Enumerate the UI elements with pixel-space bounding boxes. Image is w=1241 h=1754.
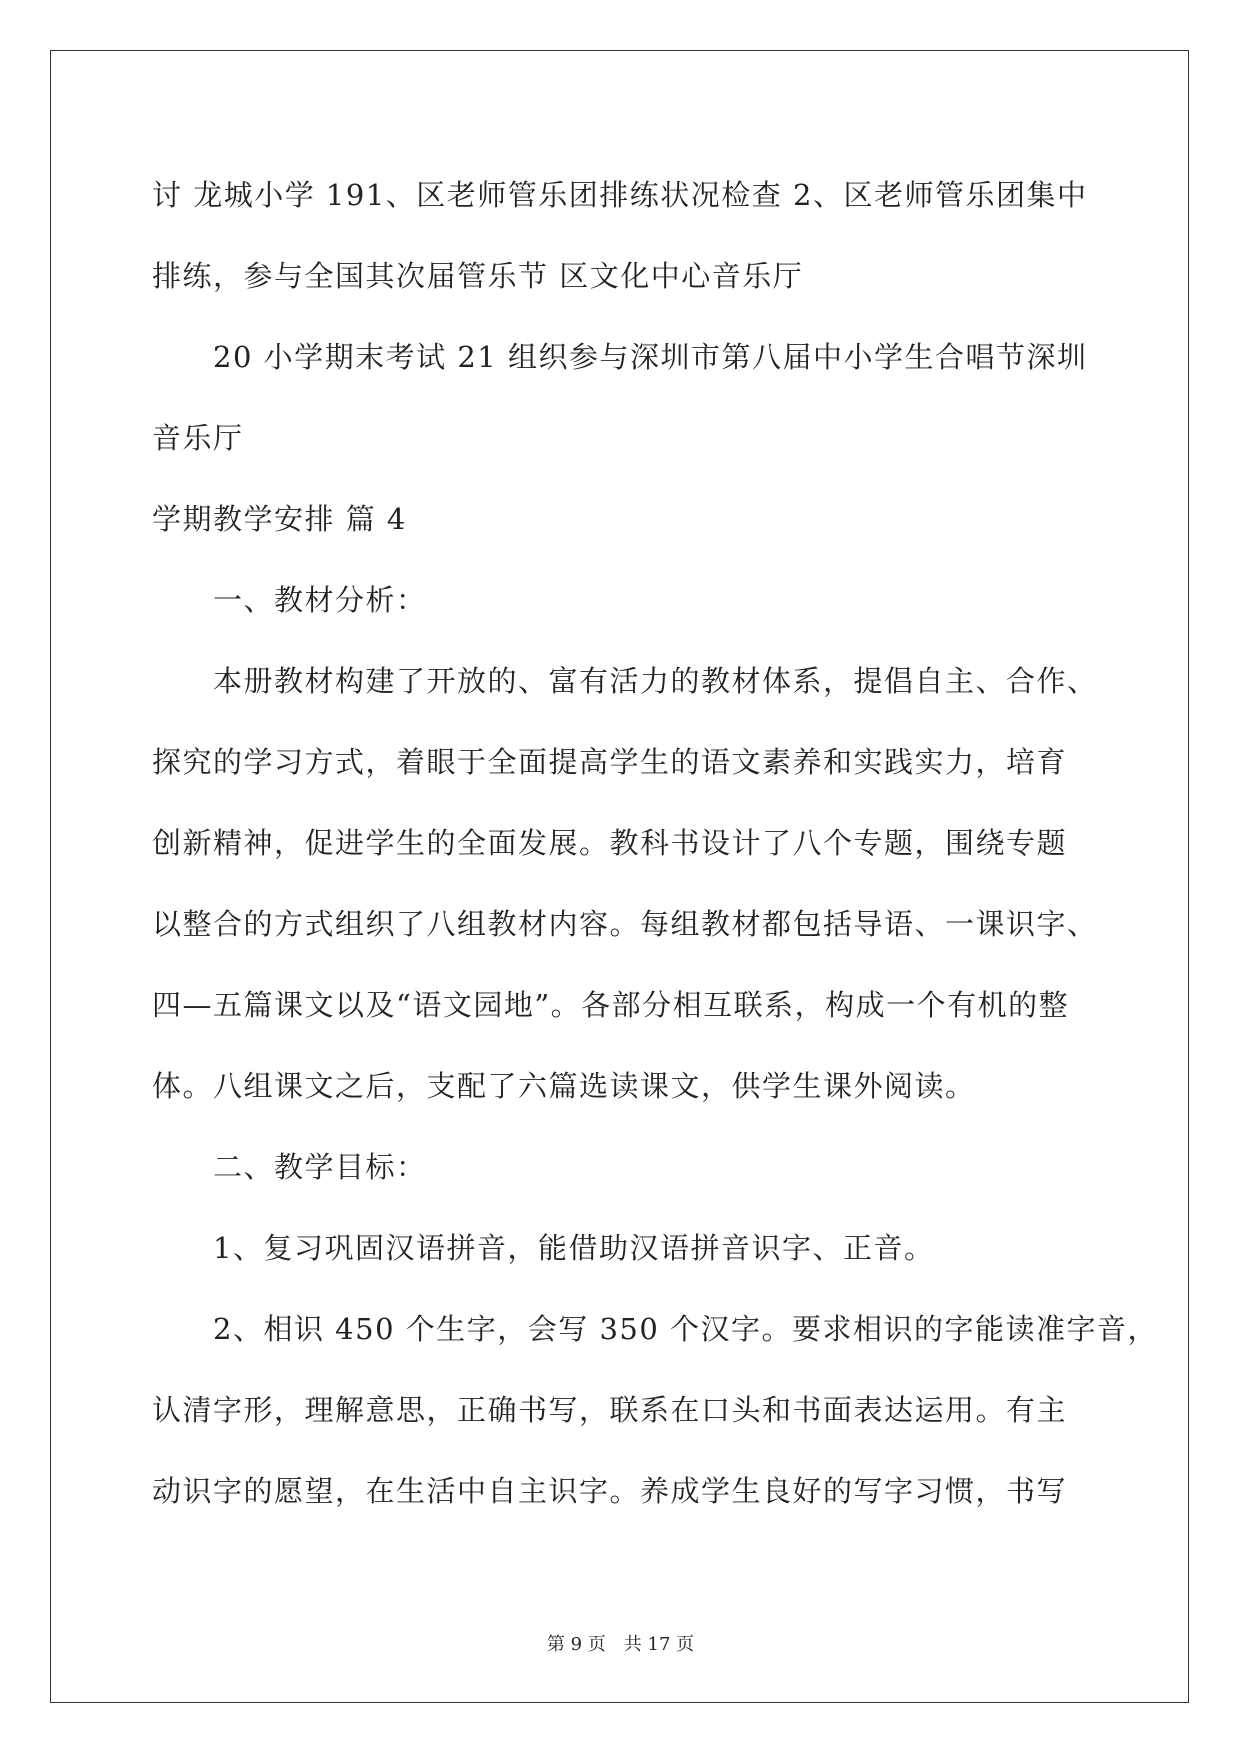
page-number-footer: 第 9 页 共 17 页 — [546, 1634, 695, 1655]
text-line: 四—五篇课文以及“语文园地”。各部分相互联系，构成一个有机的整 — [152, 988, 1070, 1022]
text-line: 探究的学习方式，着眼于全面提高学生的语文素养和实践实力，培育 — [152, 745, 1068, 779]
subheading: 一、教材分析： — [152, 583, 427, 617]
section-heading: 学期教学安排 篇 4 — [152, 502, 407, 536]
text-line: 动识字的愿望，在生活中自主识字。养成学生良好的写字习惯，书写 — [152, 1474, 1068, 1508]
text-line: 1、复习巩固汉语拼音，能借助汉语拼音识字、正音。 — [152, 1231, 935, 1265]
text-line: 排练，参与全国其次届管乐节 区文化中心音乐厅 — [152, 259, 804, 293]
text-line: 体。八组课文之后，支配了六篇选读课文，供学生课外阅读。 — [152, 1069, 976, 1103]
document-body — [152, 155, 1159, 1532]
text-line: 讨 龙城小学 191、区老师管乐团排练状况检查 2、区老师管乐团集中 — [152, 178, 1088, 212]
text-line: 2、相识 450 个生字，会写 350 个汉字。要求相识的字能读准字音， — [152, 1312, 1159, 1346]
text-line: 音乐厅 — [152, 421, 244, 455]
text-line: 认清字形，理解意思，正确书写，联系在口头和书面表达运用。有主 — [152, 1393, 1068, 1427]
text-line: 20 小学期末考试 21 组织参与深圳市第八届中小学生合唱节深圳 — [152, 340, 1088, 374]
text-line: 本册教材构建了开放的、富有活力的教材体系，提倡自主、合作、 — [152, 664, 1098, 698]
text-line: 创新精神，促进学生的全面发展。教科书设计了八个专题，围绕专题 — [152, 826, 1068, 860]
subheading: 二、教学目标： — [152, 1150, 427, 1184]
text-line: 以整合的方式组织了八组教材内容。每组教材都包括导语、一课识字、 — [152, 907, 1098, 941]
